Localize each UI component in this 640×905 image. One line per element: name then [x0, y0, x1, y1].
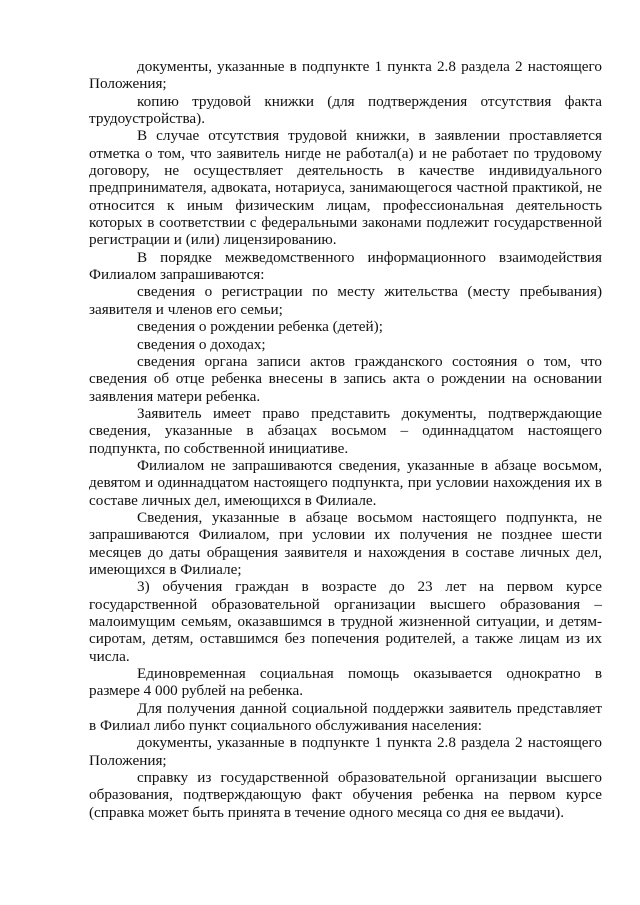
paragraph: сведения о рождении ребенка (детей); — [137, 318, 383, 336]
paragraph: документы, указанные в подпункте 1 пункта 2.8 раздела 2 настоящего Положения; — [89, 734, 602, 769]
paragraph: 3) обучения граждан в возрасте до 23 лет на первом курсе государственной образовательной организации высшего образования – малоимущим семьям, оказавшимся в трудной жизненной ситуации, и детям-сиротам, детям, оставшимся без попечения родителей, а также лицам из их числа. — [89, 578, 602, 665]
paragraph: копию трудовой книжки (для подтверждения отсутствия факта трудоустройства). — [89, 92, 602, 128]
paragraph: Филиалом не запрашиваются сведения, указанные в абзаце восьмом, девятом и одиннадцатом настоящего подпункта, при условии нахождения их в составе личных дел, имеющихся в Филиале. — [89, 456, 602, 509]
paragraph: сведения о регистрации по месту жительства (месту пребывания) заявителя и членов его семьи; — [89, 283, 602, 318]
paragraph: сведения о доходах; — [137, 335, 266, 353]
document-page — [89, 58, 602, 821]
paragraph: В порядке межведомственного информационного взаимодействия Филиалом запрашиваются: — [89, 248, 602, 284]
paragraph: Для получения данной социальной поддержки заявитель представляет в Филиал либо пункт социального обслуживания населения: — [89, 699, 602, 735]
paragraph: документы, указанные в подпункте 1 пункта 2.8 раздела 2 настоящего Положения; — [89, 58, 602, 93]
paragraph: Сведения, указанные в абзаце восьмом настоящего подпункта, не запрашиваются Филиалом, при условии их получения не позднее шести месяцев до даты обращения заявителя и нахождения в составе личных дел, имеющихся в Филиале; — [89, 508, 602, 578]
paragraph: сведения органа записи актов гражданского состояния о том, что сведения об отце ребенка внесены в запись акта о рождении на основании заявления матери ребенка. — [89, 352, 602, 405]
paragraph: В случае отсутствия трудовой книжки, в заявлении проставляется отметка о том, что заявитель нигде не работал(а) и не работает по трудовому договору, не осуществляет деятельность в качестве индивидуального предпринимателя, адвоката, нотариуса, занимающегося частной практикой, не относится к иным физическим лицам, профессиональная деятельность которых в соответствии с федеральными законами подлежит государственной регистрации и (или) лицензированию. — [89, 127, 602, 249]
paragraph: справку из государственной образовательной организации высшего образования, подтверждающую факт обучения ребенка на первом курсе (справка может быть принята в течение одного месяца со дня ее выдачи). — [89, 769, 602, 821]
paragraph: Заявитель имеет право представить документы, подтверждающие сведения, указанные в абзацах восьмом – одиннадцатом настоящего подпункта, по собственной инициативе. — [89, 404, 602, 457]
paragraph: Единовременная социальная помощь оказывается однократно в размере 4 000 рублей на ребенка. — [89, 665, 602, 700]
